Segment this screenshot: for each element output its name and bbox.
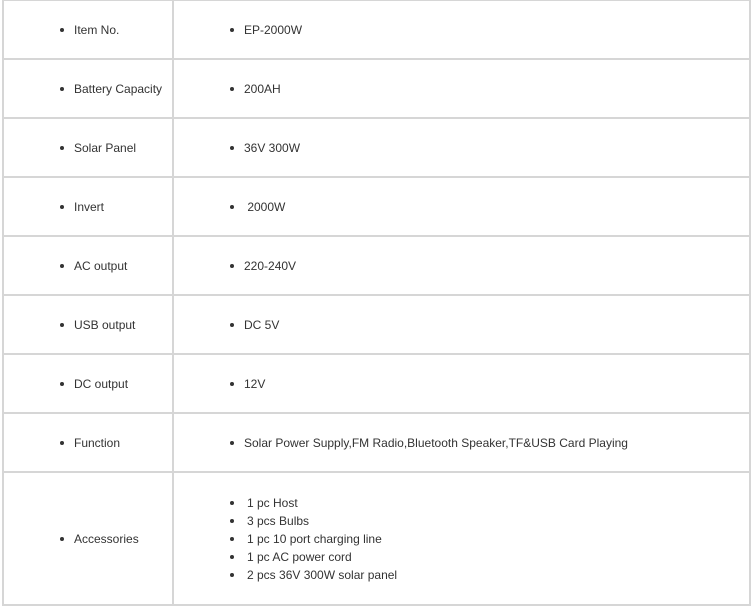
label-cell [3, 295, 173, 354]
row-value: 2000W [174, 198, 749, 216]
row-label: AC output [4, 257, 172, 275]
row-value: 200AH [174, 80, 749, 98]
value-cell [173, 413, 750, 472]
label-cell [3, 354, 173, 413]
value-cell [173, 118, 750, 177]
value-cell [173, 295, 750, 354]
row-value: DC 5V [174, 316, 749, 334]
list-item: 1 pc Host [174, 494, 749, 512]
row-label: DC output [4, 375, 172, 393]
row-value: EP-2000W [174, 21, 749, 39]
table-row [3, 354, 750, 413]
row-value: 12V [174, 375, 749, 393]
table-row [3, 59, 750, 118]
label-cell [3, 413, 173, 472]
value-cell [173, 0, 750, 59]
table-row [3, 413, 750, 472]
label-cell [3, 0, 173, 59]
label-cell [3, 59, 173, 118]
row-label: Invert [4, 198, 172, 216]
row-label: Function [4, 434, 172, 452]
table-row-accessories [3, 472, 750, 605]
table-row [3, 295, 750, 354]
value-cell [173, 177, 750, 236]
row-value: 36V 300W [174, 139, 749, 157]
row-label: USB output [4, 316, 172, 334]
value-cell [173, 472, 750, 605]
row-label: Solar Panel [4, 139, 172, 157]
label-cell [3, 236, 173, 295]
row-label: Battery Capacity [4, 80, 172, 98]
value-cell [173, 354, 750, 413]
list-item: 1 pc AC power cord [174, 548, 749, 566]
row-label: Item No. [4, 21, 172, 39]
label-cell [3, 118, 173, 177]
value-cell [173, 236, 750, 295]
value-cell [173, 59, 750, 118]
row-value: 220-240V [174, 257, 749, 275]
list-item: 2 pcs 36V 300W solar panel [174, 566, 749, 584]
table-row [3, 177, 750, 236]
table-row [3, 0, 750, 59]
list-item: 3 pcs Bulbs [174, 512, 749, 530]
accessories-list [174, 494, 749, 584]
label-cell [3, 177, 173, 236]
table-row [3, 118, 750, 177]
row-label: Accessories [4, 530, 172, 548]
label-cell [3, 472, 173, 605]
spec-table [2, 0, 751, 606]
row-value: Solar Power Supply,FM Radio,Bluetooth Speaker,TF&USB Card Playing [174, 434, 749, 452]
table-row [3, 236, 750, 295]
list-item: 1 pc 10 port charging line [174, 530, 749, 548]
